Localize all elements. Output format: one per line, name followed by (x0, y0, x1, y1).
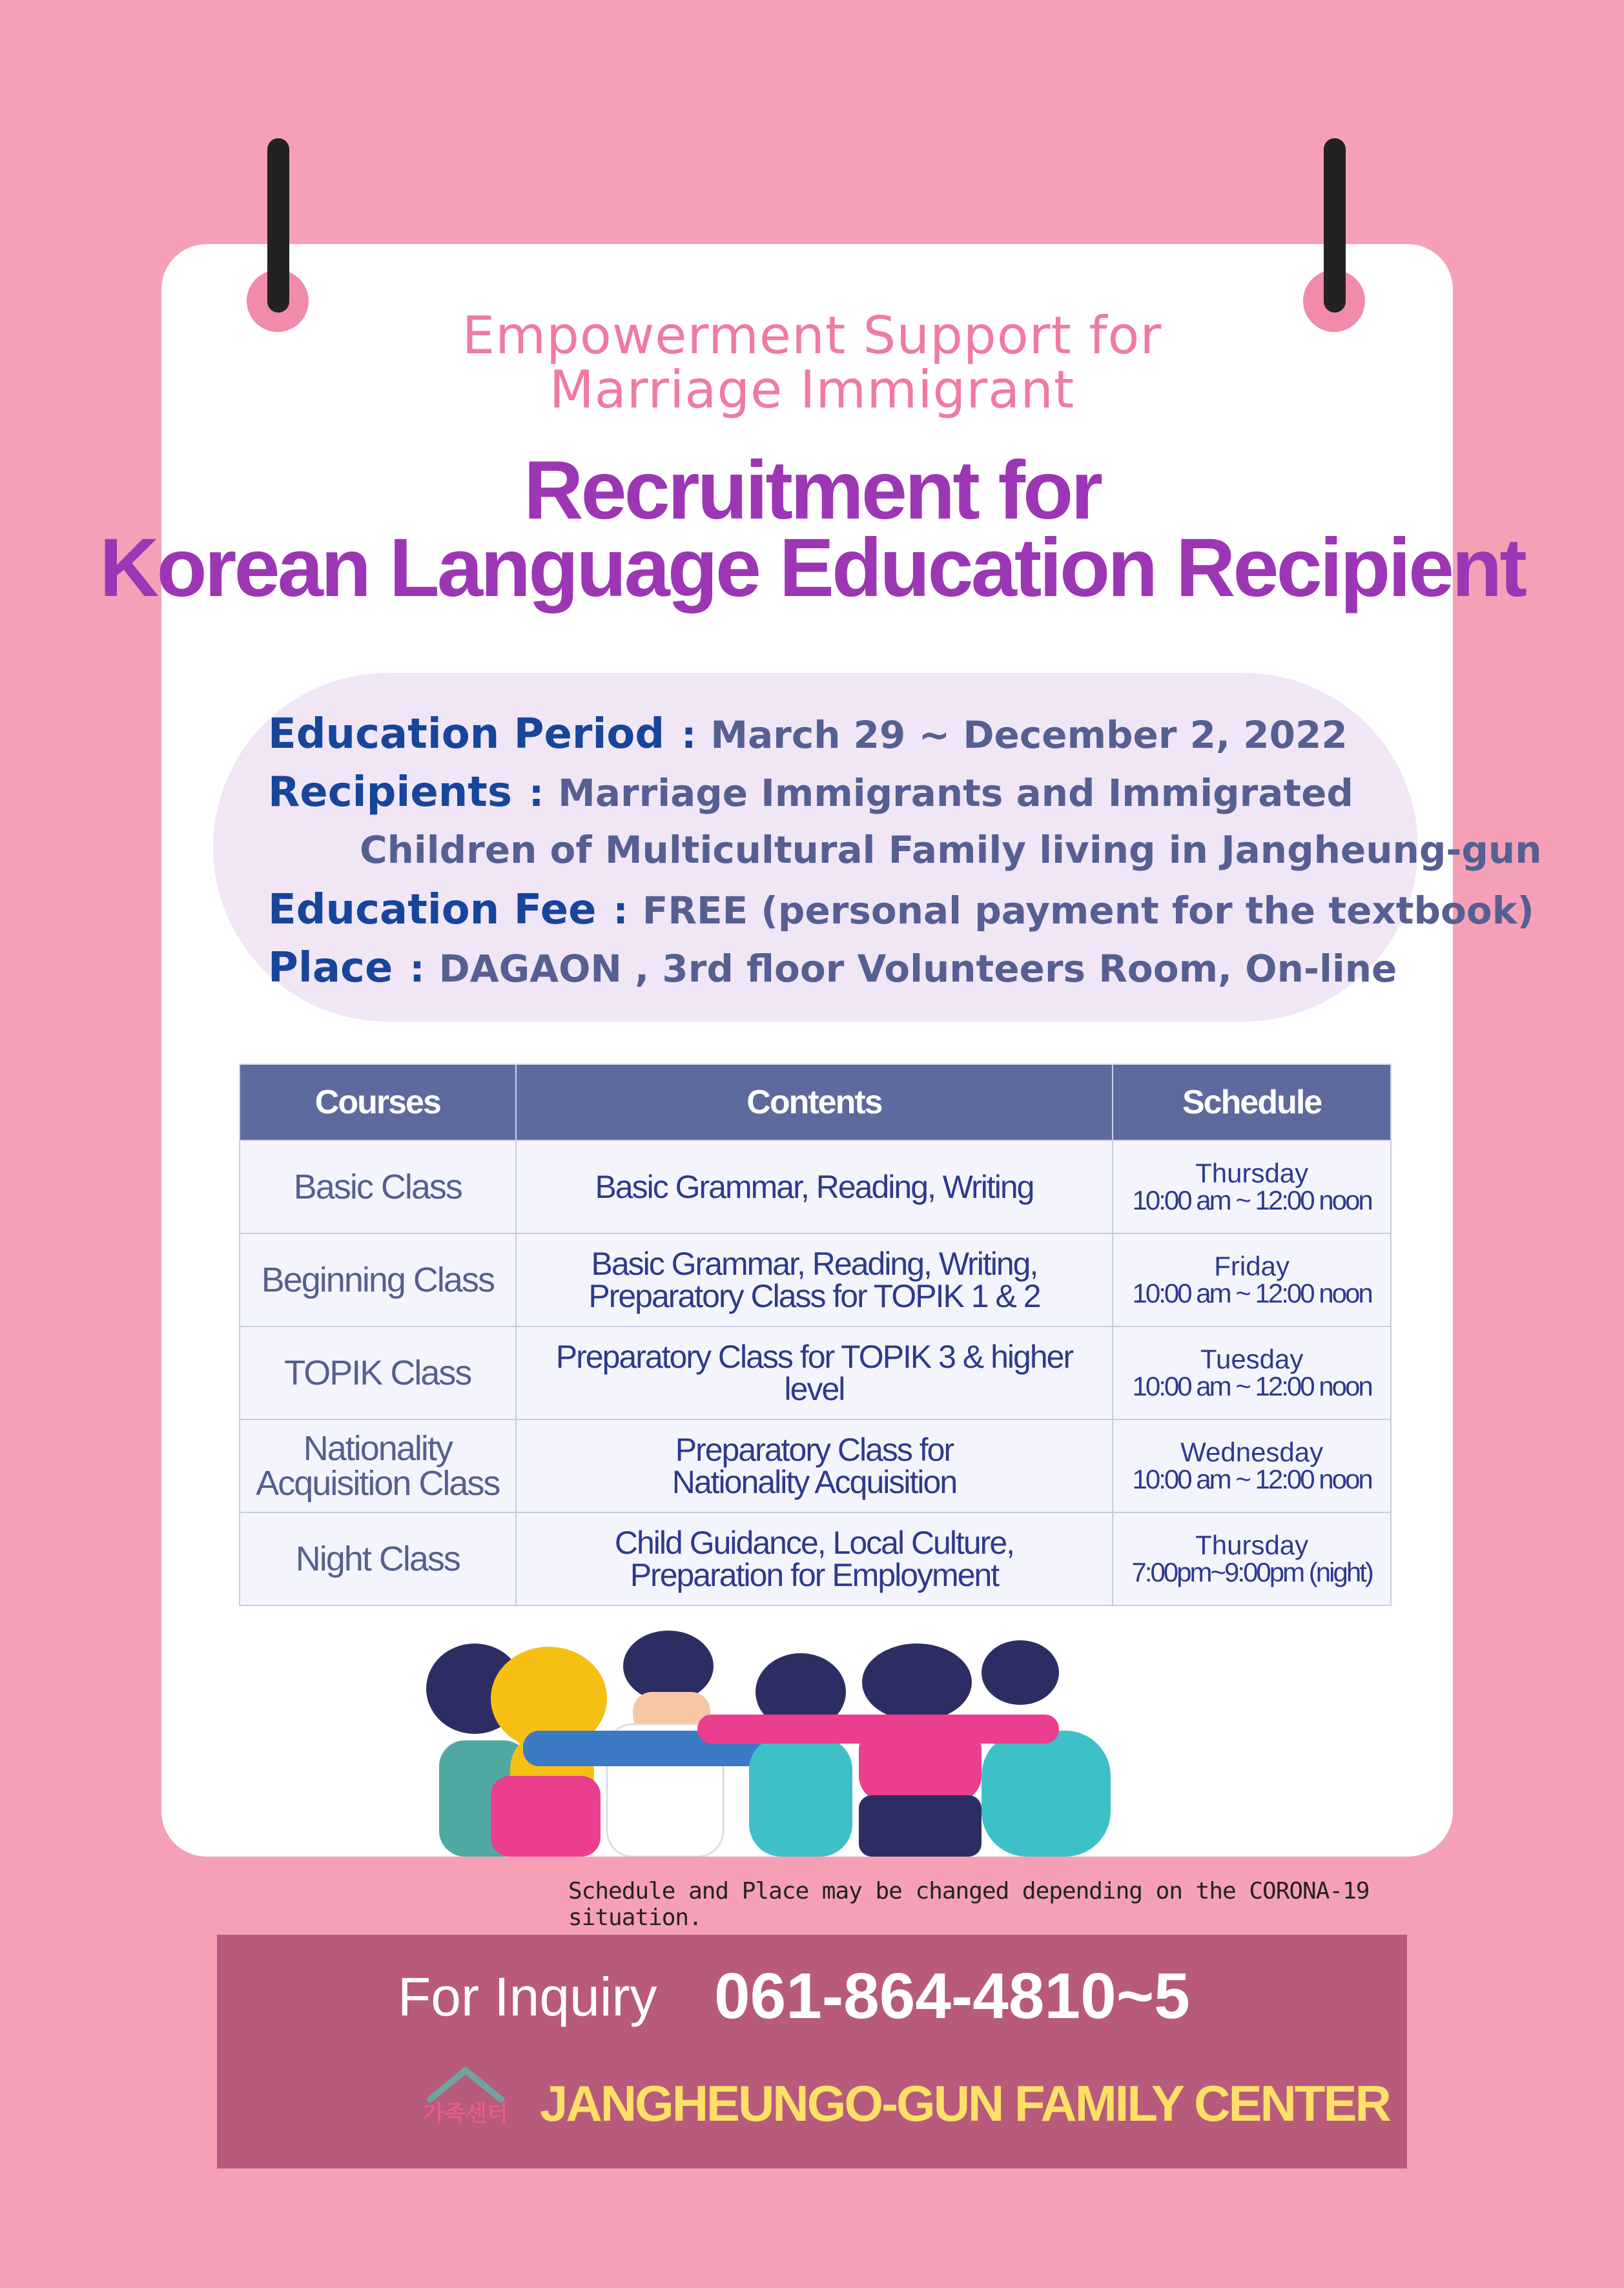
binder-hook-left (267, 138, 289, 313)
period-label: Education Period (268, 710, 665, 758)
fee-label: Education Fee (268, 886, 597, 934)
schedule-time: 10:00 am ~ 12:00 noon (1132, 1464, 1372, 1494)
title-line-2: Korean Language Education Recipient (99, 522, 1525, 614)
schedule-day: Tuesday (1200, 1344, 1304, 1374)
schedule-time: 7:00pm~9:00pm (night) (1131, 1557, 1372, 1587)
separator: : (528, 771, 544, 815)
course-content (516, 1419, 1113, 1512)
schedule-day: Friday (1214, 1251, 1290, 1281)
schedule-day: Wednesday (1180, 1437, 1324, 1467)
table-header-row (240, 1064, 1391, 1140)
separator: : (681, 713, 697, 757)
table-row (240, 1419, 1391, 1512)
schedule-time: 10:00 am ~ 12:00 noon (1132, 1185, 1372, 1215)
course-schedule (1113, 1326, 1391, 1419)
table-row (240, 1326, 1391, 1419)
header-courses: Courses (240, 1064, 516, 1140)
logo-wordmark: 가족센터 (424, 2101, 508, 2127)
center-name: JANGHEUNGO-GUN FAMILY CENTER (540, 2075, 1390, 2132)
footer-bar (217, 1935, 1407, 2169)
content-line: Basic Grammar, Reading, Writing, (591, 1246, 1038, 1282)
course-schedule (1113, 1419, 1391, 1512)
notice-text: Schedule and Place may be changed depending on the CORONA-19 situation. (568, 1878, 1370, 1931)
period-value: March 29 ~ December 2, 2022 (710, 713, 1348, 757)
title-line-1: Recruitment for (524, 444, 1100, 537)
separator: : (409, 947, 425, 991)
schedule-time: 10:00 am ~ 12:00 noon (1132, 1278, 1372, 1308)
content-line: level (784, 1371, 845, 1407)
subtitle (0, 305, 1624, 420)
table-row (240, 1512, 1391, 1605)
course-schedule (1113, 1233, 1391, 1326)
course-name: Night Class (240, 1512, 516, 1605)
course-content (516, 1233, 1113, 1326)
binder-hook-right (1324, 138, 1346, 313)
schedule-day: Thursday (1195, 1158, 1309, 1188)
group-hug-illustration (413, 1627, 1279, 1857)
subtitle-line-2: Marriage Immigrant (549, 360, 1075, 420)
house-logo-icon (424, 2064, 508, 2148)
course-content (516, 1140, 1113, 1233)
page-title (0, 444, 1624, 614)
course-schedule (1113, 1512, 1391, 1605)
schedule-day: Thursday (1195, 1530, 1309, 1560)
content-line: Preparatory Class for (675, 1432, 954, 1468)
schedule-time: 10:00 am ~ 12:00 noon (1132, 1371, 1372, 1401)
people-illustration (413, 1627, 1279, 1857)
content-line: Preparatory Class for TOPIK 1 & 2 (588, 1278, 1040, 1314)
course-name: Basic Class (240, 1140, 516, 1233)
content-line: Child Guidance, Local Culture, (614, 1525, 1014, 1561)
content-line: Preparation for Employment (630, 1557, 999, 1593)
inquiry-label: For Inquiry (398, 1966, 657, 2027)
phone-number[interactable]: 061-864-4810~5 (714, 1960, 1190, 2032)
course-name: Beginning Class (240, 1233, 516, 1326)
course-name: Nationality Acquisition Class (240, 1419, 516, 1512)
header-schedule: Schedule (1113, 1064, 1391, 1140)
fee-value: FREE (personal payment for the textbook) (642, 889, 1534, 933)
course-schedule (1113, 1140, 1391, 1233)
place-value: DAGAON , 3rd floor Volunteers Room, On-line (438, 947, 1397, 991)
recipients-label: Recipients (268, 768, 512, 816)
course-content (516, 1326, 1113, 1419)
info-recipients (268, 768, 1353, 816)
family-center-logo (424, 2064, 508, 2148)
info-period (268, 710, 1348, 758)
content-line: Preparatory Class for TOPIK 3 & higher (555, 1339, 1073, 1375)
separator: : (613, 889, 628, 933)
content-line: Basic Grammar, Reading, Writing (595, 1169, 1034, 1205)
course-content (516, 1512, 1113, 1605)
courses-table (239, 1064, 1392, 1606)
recipients-value: Marriage Immigrants and Immigrated (558, 771, 1353, 815)
info-recipients-cont (360, 828, 1542, 872)
table-row (240, 1233, 1391, 1326)
table-row (240, 1140, 1391, 1233)
content-line: Nationality Acquisition (672, 1464, 957, 1500)
header-contents: Contents (516, 1064, 1113, 1140)
course-name: TOPIK Class (240, 1326, 516, 1419)
recipients-value-cont: Children of Multicultural Family living in Jangheung-gun (360, 828, 1542, 872)
place-label: Place (268, 944, 393, 992)
info-place (268, 944, 1397, 992)
info-fee (268, 886, 1534, 934)
subtitle-line-1: Empowerment Support for (462, 305, 1162, 366)
